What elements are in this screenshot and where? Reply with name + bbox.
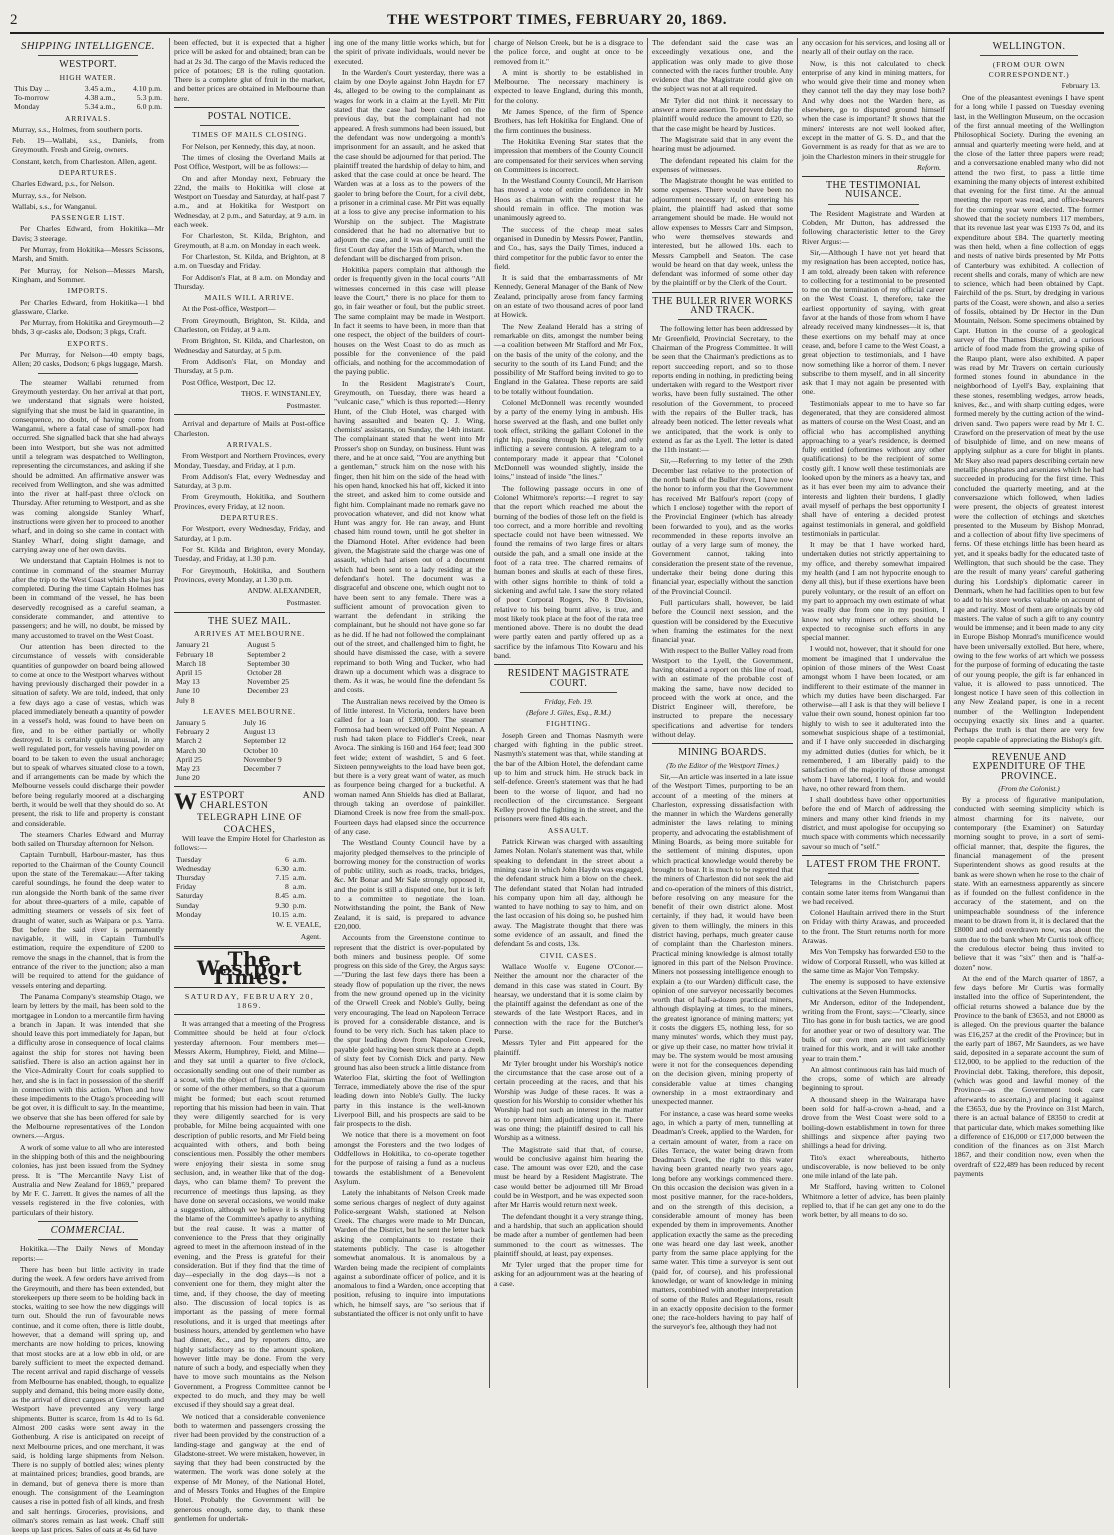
- signature: ANDW. ALEXANDER,: [247, 586, 321, 596]
- table-row: This Day ... 3.45 a.m., 4.10 p.m.: [14, 83, 162, 93]
- news-paragraph: Wallace Woolfe v. Eugene O'Conor.—Neither the amount nor the character of the demand in this case was stated in Court. By hearsay, we understand that it is some claim by the plaintiff against the defendant as one of the stewards of the late Westport Races, and in connection with the race for the Butcher's Purse.: [494, 961, 643, 1036]
- editorial-paragraph: Lately the inhabitants of Nelson Creek made some serious charges of neglect of duty against Police-sergeant Walsh, stationed at Nelson Creek. The charges were made to Mr Duncan, Warden of the District, but he sent the letter back asking the complainants to restate their statements publicly. The case is altogether somewhat anomalous. It is anomalous by a Warden being made the recipient of complaints against a subordinate officer of police, and it is anomalous to find a Warden, once accepting that position, refusing to inquire into imputations which, he himself says, are "so serious that if substantiated the officer is not only unfit to have: [334, 1188, 485, 1319]
- table-row: February 18 September 2: [176, 649, 286, 659]
- column-2: been effected, but it is expected that a higher price will be asked for and obtained; bran can be had at 2s 3d. The cargo of the Mavis reduced the price of potatoes; £8 is the ruling quotation. There is a complete glut of fruit in the market, and better prices are obtained in Melbourne than here. POSTAL NOTICE. TIMES OF MAILS CLOSING. For Nelson, per Kennedy, this day, at noon. The times of closing the Overland Mails at Post Office, Westport, will be as follows:— On and after Monday next, February the 22nd, the mails to Hokitika will close at Westport on Tuesday and Saturday, at half-past 7 a.m., and at Hokitika for Westport on Wednesday, at 2 p.m., and Saturday, at 9 a.m. in each week. For Charleston, St. Kilda, Brighton, and Greymouth, at 8 a.m. on Monday in each week. For Charleston, St. Kilda, and Brighton, at 8 a.m. on Tuesday and Friday. For Addison's Flat, at 8 a.m. on Monday and Thursday. MAILS WILL ARRIVE. At the Post-office, Westport— From Greymouth, Brighton, St. Kilda, and Charleston, on Friday, at 9 a.m. From Brighton, St. Kilda, and Charleston, on Wednesday and Saturday, at 5 p.m. From Addison's Flat, on Monday and Thursday, at 5 p.m. Post Office, Westport, Dec 12. THOS. F. WINSTANLEY, Postmaster. Arrival and departure of Mails at Post-office Charleston. ARRIVALS. From Westport and Northern Provinces, every Monday, Tuesday, and Friday, at 1 p.m. From Addison's Flat, every Wednesday and Saturday, at 3 p.m. From Greymouth, Hokitika, and Southern Provinces, every Friday, at 12 noon. DEPARTURES. For Westport, every Wednesday, Friday, and Saturday, at 1 p.m. For St. Kilda and Brighton, every Monday, Tuesday, and Friday, at 1.30 p.m. For Greymouth, Hokitika, and Southern Provinces, every Monday, at 1.30 p.m. ANDW. ALEXANDER, Postmaster. THE SUEZ MAIL. ARRIVES AT MELBOURNE. January 21 August 5 February 18 September 2 March 18 September 30 April 15 October 28 May 13 November 25 June 10 December 23 July 8 LEAVES MELBOURNE. January 5 July 16 February 2 August 13 March 2 September 12 March 30 October 10 April 25 November 9 May 23 December 7 June 20 WESTPORT AND CHARLESTON TELEGRAPH LINE OF COACHES, Will leave the Empire Hotel for Charleston as follows:— Tuesday 6 a.m. Wednesday 6.30 a.m. Thursday 7.15 a.m. Friday 8 a.m. Saturday 8.45 a.m. Sunday 9.30 p.m. Monday 10.15 a.m. W. E. VEALE, Agent. The Westport Times. SATURDAY, FEBRUARY 20, 1869. It was arranged that a meeting of the Progress Committee should be held at four o'clock yesterday afternoon. Four members met—Messrs Akerm, Humphrey, Field, and Milne—and they sat until a quarter to five o'clock, occasionally sending out one of their number as a scout, with the object of finding the Chairman or some of the other members, so that a quorum might be formed; but each scout returned reporting that his mission had been in vain. That they were diligently searched for is very probable, for Milne being acquainted with one description of public resorts, and Mr Field being acquainted with others, and both being conscientious men. Possibly the other members were enjoying their siesta in some snug seclusion, and, in weather like that of the dog-days, who can blame them? To prevent the recurrence of meetings thus lapsing, as they have done on several occasions, we would make a suggestion, although we believe it is shifting the blame of the Committee's apathy to anything but the real cause. It was a matter of convenience to the Press that they originally agreed to meet in the afternoon instead of in the evening, and the Press is grateful for their consideration. But if they find that the time of day—especially in the dog days—is not a convenient one for them, they might alter the time, and, if they choose, the day of meeting also. The discussion of local topics is as important as the passing of mere formal resolutions, and it is urged that meetings after business hours, attended by gentlemen who have had dinner, &c., and by reporters ditto, are highly satisfactory as to the amount spoken, however little may be done. From the very nature of such a body, and especially when they have to move such mountains as the Nelson Government, a Progress Committee cannot be expected to do much, and they may be well excused if they should say a great deal. We noticed that a considerable convenience both to watermen and passengers crossing the river had been provided by the construction of a landing-stage and gangway at the end of Gladstone-street. We were mistaken, however, in saying that they had been constructed by the watermen. The work was done solely at the expense of Mr Money, of the National Hotel, and of Messrs Tonks and Hughes of the Empire Hotel. Probably the Government will be generous enough, some day, to thank these gentlemen for undertak-: [174, 38, 325, 1523]
- table-row: March 18 September 30: [176, 658, 290, 668]
- news-paragraph: The following letter has been addressed by Mr Greenfield, Provincial Secretary, to the Chairman of the Progress Committee. It will be seen that the Chairman's predictions as to report succeeding report, and so to those reports ending in nothing, in predicting being undertaken with regard to the Westport river works, have been fully sustained. The other resolution of the Government, to proceed with the repairs of the Buller track, has already been noticed. The letter reveals what we anticipated, that the work is only to extend as far as the Lyell. The letter is dated the 11th instant:—: [652, 324, 793, 455]
- column-rule: [169, 38, 170, 1388]
- column-rule: [949, 38, 950, 1388]
- news-paragraph: The following passage occurs in one of Colonel Whitmore's reports:—I regret to say that the report which reached me about the burning of the bodies of those left on the field is too correct, and a more horrible and revolting spectacle could not have been witnessed. We found the remains of two large fires or altars outside the pah, and a small one inside at the foot of a rata tree. The charred remains of human bones and skulls at each of these fires, with other signs horrible to think of told a sickening and awful tale. I saw the story related of poor Corporal Rogers, No 8 Division, relative to his being burnt alive, is true, and most likely took place at the foot of the rata tree mentioned above. There is no doubt the dead were partly eaten and partly offered up as a sacrifice by the infamous Tito Kowaru and his band.: [494, 483, 643, 660]
- list-item: Charles Edward, p.s., for Nelson.: [12, 179, 115, 189]
- editorial-paragraph: The Australian news received by the Omeo is of little interest. In Victoria, tenders have been called for a loan of £300,000. The steamer Formosa had been wrecked off Point Nepean. A rush had taken place to Fiddler's Creek, near Avoca. The sinking is 160 and 164 feet; lead 300 feet wide; extent of washdirt, 5 and 6 feet. Sixteen pennyweights to the load have been got, but there is a very great want of water, as much as fourpence being charged for a bucketful. A woman named Ann Shields has died at Ballarat, through taking an overdose of painkiller. Diamond Creek is now free from the small-pox. Fourteen days had elapsed since the occurrence of any case.: [334, 696, 485, 836]
- news-paragraph: It is said that the embarrassments of Mr Kennedy, General Manager of the Bank of New Zealand, principally arose from fancy farming on an estate of two thousand acres of poor land at Howick.: [494, 273, 643, 320]
- news-paragraph: The Resident Magistrate and Warden at Cobden, Mr Dutton, has addressed the following characteristic letter to the Grey River Argus:—: [802, 208, 945, 246]
- list-item: The times of closing the Overland Mails at Post Office, Westport, will be as follows:—: [174, 152, 325, 172]
- news-paragraph: One of the pleasantest evenings I have spent for a long while I passed on Tuesday evening last, in the Wellington Museum, on the occasion of the first annual meeting of the Wellington Philosophical Society. During the evening an annual and quarterly meeting were held, and at the close of the latter three papers were read; and a conversazione enabled many who did not attend the two first, to pass a little time examining the many objects of interest exhibited that evening for the first time. At the annual meeting the report was read, and office-bearers for the coming year were elected. The former showed that the society numbers 117 members, that its revenue last year was £193 7s 0d, and its expenditure about £84. The quarterly meeting was then held, when a fine collection of eggs and nests of native birds presented by Mr Potts of Canterbury was exhibited. A collection of recent shells and corals, many of which are new to science, which had been obtained by Capt. Fairchild of the ps. Sturt, by dredging in various parts of the Coast, were shown, and also a series of fossils, obtained by Dr Hector in the Dun Mountain, Nelson. Some specimens obtained by Capt. Hutton in the course of a geological survey of the Thames District, and a curious article of food made from the growing spike of the Raupo plant, were also exhibited. A paper was read by Mr Travers on certain curiously formed stones found in abundance in the neighborhood of Lyell's Bay, explaining that these stones, resembling wedges, arrow heads, knives, &c., and with sharp cutting edges, were formed merely by the cutting action of the wind-driven sand. Two papers were read by Mr I. C. Crawford on the preservation of meat by the use of bisulphide of lime, and on new means of applying sulphur as a cure for blight in plants. Mr Skey also read papers describing certain new metallic phosphates and arseniates which he had succeeded in producing for the first time. This concluded the quarterly meeting, and at the conversazione which followed, when ladies were present, the objects of greatest interest were the collection of etchings and sketches presented to the Museum by Bishop Monrad, and a collection of about fifty live specimens of ferns. Of these etchings little has been heard as yet, and it speaks badly for the educated taste of Wellington, that such should be the case. They are the result of many years' careful gathering during his Lordship's diplomatic career in Denmark, when he had facilities open to but few to add to his store works valuable on account of age and rarity. Most of them are originals by old masters. The value of such a gift to any country would be immense; and it been made to any city in Europe Bishop Monrad's munificence would have been universally extolled. But here, where, owing to the few works of art which we possess for the purpose of forming of educating the taste of our young people, the gift is far enhanced in value, it is allowed to pass unnoticed. The longest notice I have seen of this collection in any New Zealand paper, is one in a recent number of the Wellington Independent occupying exactly six lines and a quarter. Perhaps the truth is that there are very few people capable of appreciating the Bishop's gift.: [954, 93, 1104, 744]
- news-paragraph: The defendant repeated his claim for the expenses of witnesses.: [652, 155, 793, 174]
- section-heading: WELLINGTON.: [992, 41, 1066, 52]
- port-heading: WESTPORT.: [59, 59, 117, 71]
- news-paragraph: Full particulars shall, however, be laid before the Council next session, and the question will be considered by the Executive when framing the estimates for the next financial year.: [652, 597, 793, 645]
- news-paragraph: A thousand sheep in the Wairarapa have been sold for half-a-crown a-head, and a drove from the West Coast were sold to a boiling-down establishment in town for three shillings and sixpence after paying two shillings a head for driving.: [802, 1094, 945, 1151]
- signature: Reform.: [917, 162, 941, 172]
- list-item: Per Charles Edward, from Hokitika—1 bhd glassware, Clarke.: [12, 297, 164, 316]
- news-paragraph: The steamers Charles Edward and Murray both sailed on Thursday afternoon for Nelson.: [12, 829, 164, 849]
- newspaper-title: The Westport Times.: [196, 946, 303, 990]
- column-rule: [489, 38, 490, 1388]
- news-paragraph: Colonel McDonnell was recently wounded by a party of the enemy lying in ambush. His horse swerved at the flash, and one bullet only took effect, striking the gallant Colonel in the right hip, passing through his gaiter, and only inflicting a severe contusion. A telegram to a contemporary made it appear that "Colonel McDonnell was wounded slightly, inside the loins," instead of inside "the lines.": [494, 397, 643, 482]
- news-paragraph: Testimonials appear to me to have so far degenerated, that they are considered almost as matters of course on the West Coast, and an official who has accomplished anything approaching to a year's residence, is deemed fully entitled (oftentimes without any other qualifications) to be the recipient of some costly gift. I know well these testimonials are looked upon by the miners as a heavy tax, and as it has ever been my aim to advance their interests and lighten their burdens, I gladly avail myself of perhaps the best opportunity I shall have of entering a decided protest against testimonials in general, and goldfield testimonials in particular.: [802, 398, 945, 538]
- table-row: Monday 10.15 a.m.: [176, 909, 307, 919]
- table-row: July 8: [176, 695, 195, 705]
- signature: THOS. F. WINSTANLEY,: [241, 388, 321, 398]
- news-paragraph: Mr Tyler did not think it necessary to answer a mere assertion. To prevent delay the plaintiff would reduce the amount to £20, so that the case might be heard by Justices.: [652, 95, 793, 133]
- column-rule: [329, 38, 330, 1388]
- news-paragraph: The Panama Company's steamship Otago, we learn by letters by the mail, has been sold to the mortgagee in London to a mercantile firm having a branch in Japan. It was intended that she should leave this port immediately for Japan, but a difficulty arose in consequence of local claims against the ship for stores not having been satisfied. There is also an action against her in the Vice-Admiralty Court for coals supplied to her, and she is in fact in possession of the sheriff in connection with this action. When and how these impediments to the Otago's proceeding will be got over, it is difficult to say. In the meantime, we observe that she has been offered for sale by the Melbourne representatives of the London owners.—Argus.: [12, 991, 164, 1141]
- list-item: Wallabi, s.s., for Wanganui.: [12, 201, 97, 211]
- news-paragraph: By a process of figurative manipulation, conducted with seeming simplicity which is almost charming for its naivete, our contemporary (the Examiner) on Saturday morning sought to prove, in a sort of semi-official manner, that, despite the figures, the financial management of the present Superintendent shows as good results at the bank as were shown when he rose to the chair of state. With an earnestness apparently as sincere as if founded on the fullest confidence in the accuracy of the statement, and on the unimpeachable soundness of the inference meant to be drawn from it, it is declared that the £8000 and odd overdrawn now, was about the sum due to the bank when Mr Curtis took office; the credulous elector being thus invited to believe that it was "six" then and is "half-a-dozen" now.: [954, 795, 1104, 972]
- editorial-paragraph: We notice that there is a movement on foot amongst the Foresters and the two lodges of Oddfellows in Hokitika, to co-operate together for the purpose of raising a fund as a nucleus towards the establishment of a Benevolent Asylum.: [334, 1130, 485, 1186]
- list-item: Per Murray, from Hokitika—Messrs Scissons, Marsh, and Smith.: [12, 245, 164, 264]
- page-number: 2: [10, 11, 18, 28]
- column-4: charge of Nelson Creek, but he is a disgrace to the police force, and ought at once to be removed from it." A mint is shortly to be established in Melbourne. The necessary machinery is expected to leave England, during this month, for the colony. Mr James Spence, of the firm of Spence Brothers, has left Hokitika for England. One of the firm continues the business. The Hokitika Evening Star states that the impression that members of the County Council are compensated for their services when serving on Committees is incorrect. In the Westland County Council, Mr Harrison has moved a vote of entire confidence in Mr Hoos as chairman with the request that he should remain in office. The motion was unanimously agreed to. The success of the cheap meat sales organised in Dunedin by Messrs Power, Pantlin, and Co., has, says the Daily Times, induced a third competitor for the public favor to enter the field. It is said that the embarrassments of Mr Kennedy, General Manager of the Bank of New Zealand, principally arose from fancy farming on an estate of two thousand acres of poor land at Howick. The New Zealand Herald has a string of remarkable on dits, amongst the number being —a coalition between Mr Stafford and Mr Fox, on the basis of the unity of the colony, and the security to the south of its Land Fund; and the possibility of Mr Stafford being invited to go to England in the Galatea. These reports are said to be totally without foundation. Colonel McDonnell was recently wounded by a party of the enemy lying in ambush. His horse swerved at the flash, and one bullet only took effect, striking the gallant Colonel in the right hip, passing through his gaiter, and only inflicting a severe contusion. A telegram to a contemporary made it appear that "Colonel McDonnell was wounded slightly, inside the loins," instead of inside "the lines." The following passage occurs in one of Colonel Whitmore's reports:—I regret to say that the report which reached me about the burning of the bodies of those left on the field is too correct, and a more horrible and revolting spectacle could not have been witnessed. We found the remains of two large fires or altars outside the pah, and a small one inside at the foot of a rata tree. The charred remains of human bones and skulls at each of these fires, with other signs horrible to think of told a sickening and awful tale. I saw the story related of poor Corporal Rogers, No 8 Division, relative to his being burnt alive, is true, and most likely took place at the foot of the rata tree mentioned above. There is no doubt the dead were partly eaten and partly offered up as a sacrifice by the infamous Tito Kowaru and his band. RESIDENT MAGISTRATE COURT. Friday, Feb. 19. (Before J. Giles, Esq., R.M.) FIGHTING. Joseph Green and Thomas Nasmyth were charged with fighting in the public street. Nasmyth's statement was that, while standing at the bar of the Albion Hotel, the defendant came up to him and struck him. He struck back in self-defence. Green's statement was that he had been to the worse of liquor, and had no recollection of the circumstance. Sergeant Kelley proved the fighting in the street, and the prisoners were fined 40s each. ASSAULT. Patrick Kirwan was charged with assaulting James Nolan. Nolan's statement was that, while speaking to defendant in the street about a mining case in which John Haydn was engaged, the defendant struck him a blow on the cheek. The defendant stated that Nolan had intruded his company upon him all day, although he wanted to have nothing to say to him, and on the last occasion of his doing so, he pushed him away. The Magistrate thought that there was some evidence of an assault, and fined the defendant 5s and costs, 13s. CIVIL CASES. Wallace Woolfe v. Eugene O'Conor.—Neither the amount nor the character of the demand in this case was stated in Court. By hearsay, we understand that it is some claim by the plaintiff against the defendant as one of the stewards of the late Westport Races, and in connection with the race for the Butcher's Purse. Messrs Tyler and Pitt appeared for the plaintiff. Mr Tyler brought under his Worship's notice the circumstance that the case arose out of a certain proceeding at the races, and that his Worship was Judge of these races. It was a question for his Worship to consider whether his Worship had not such an interest in the matter as to prevent him adjudicating upon it. There was one thing; the plaintiff desired to call his Worship as a witness. The Magistrate said that that, of course, would be conclusive against him hearing the case. The amount was over £20, and the case must be heard by a Resident Magistrate. The case would better be adjourned till Mr Broad could be in Westport, and he was expected soon after Mr Harris would return next week. The defendant thought it a very strange thing, and a hardship, that such an application should be made after a number of gentlemen had been summoned to the court as witnesses. The plaintiff should, at least, pay expenses. Mr Tyler urged that the proper time for asking for an adjournment was at the hearing of a case.: [494, 38, 643, 1288]
- list-item: From Addison's Flat, every Wednesday and Saturday, at 3 p.m.: [174, 471, 325, 491]
- news-paragraph: Mr Tyler urged that the proper time for asking for an adjournment was at the hearing of a case.: [494, 1260, 643, 1288]
- list-item: Post Office, Westport, Dec 12.: [182, 377, 276, 387]
- table-row: January 5 July 16: [176, 718, 266, 728]
- news-paragraph: The Magistrate said that in any event the hearing must be adjourned.: [652, 134, 793, 154]
- column-6: [802, 38, 945, 1390]
- news-paragraph: Hokitika.—The Daily News of Monday reports:—: [12, 1244, 164, 1263]
- news-paragraph: Sir,—An article was inserted in a late issue of the Westport Times, purporting to be an account of a meeting of the miners at Charleston, expressing dissatisfaction with the manner in which the Wardens generally administer the laws relating to mining property, and advocating the establishment of Mining Boards, as being more suitable for the settlement of mining disputes, upon which practical knowledge would thereby be brought to bear. It is much to be regretted that the miners of Charleston did not seek the aid and co-operation of the miners of this district, before resolving on any measure for the benefit of their own district alone. Most certainly, if they had, it would have been given to them willingly, the miners in this district having, perhaps, much greater cause of complaint than the Charleston miners. Practical mining knowledge is almost totally ignored in this part of the Nelson Province. Miners not possessing intelligence enough to explain a (to our Warden) difficult case, the opinion of one surveyor necessarily becomes worth that of half-a-dozen practical miners, although displaying at times, to the miners, the greatest ignorance of mining matters; yet it costs the diggers £5, nothing less, for so many minutes' words, which they must pay, or give up their case, no matter how trivial it may be. The system would be most amusing were it not for the consequences depending on the decision given, mining property of considerable value at times changing ownership in a most extraordinary and unexpected manner.: [652, 771, 793, 1107]
- table-row: Tuesday 6 a.m.: [176, 854, 307, 864]
- list-item: For Charleston, St. Kilda, and Brighton, at 8 a.m. on Tuesday and Friday.: [174, 251, 325, 271]
- editorial-paragraph: ing one of the many little works which, but for the spirit of private individuals, would never be executed.: [334, 38, 485, 66]
- section-heading: THE SUEZ MAIL.: [207, 615, 292, 627]
- table-row: June 10 December 23: [176, 686, 289, 696]
- list-item: On and after Monday next, February the 22nd, the mails to Hokitika will close at Westport on Tuesday and Saturday, at half-past 7 a.m., and at Hokitika for Westport on Wednesday, at 2 p.m., and Saturday, at 9 a.m. in each week.: [174, 173, 325, 230]
- news-paragraph: Messrs Tyler and Pitt appeared for the plaintiff.: [494, 1038, 643, 1057]
- list-item: For Addison's Flat, at 8 a.m. on Monday and Thursday.: [174, 272, 325, 291]
- list-item: Arrival and departure of Mails at Post-office Charleston.: [174, 419, 325, 438]
- table-row: To-morrow 4.38 a.m., 5.3 p.m.: [14, 93, 162, 103]
- news-paragraph: charge of Nelson Creek, but he is a disgrace to the police force, and ought at once to be removed from it.": [494, 38, 643, 66]
- table-row: Monday 5.34 a.m., 6.0 p.m.: [14, 102, 162, 112]
- list-item: Per Murray, from Hokitika and Greymouth—2 bhds, 3 qr-casks ale, Dodson; 3 pkgs, Craft.: [12, 318, 164, 337]
- table-row: April 15 October 28: [176, 667, 282, 677]
- editorial-paragraph: Accounts from the Greenstone continue to represent that the district is over-populated by both miners and business people. Of some progress on this side of the Grey, the Argus says:—"During the last few days there has been a steady flow of population up the river, the news from the new ground opened up in the vicinity of the Orwell Creek and Noble's Gully, being very encouraging. The lead on Napoleon Terrace is proved for a considerable distance, and is found to be very rich. Such has taken place to the spur leading down from Napoleon Creek, payable gold having been struck there at a depth of sixty feet by Cornish Dick and party. New ground has also been struck a little distance from Waterloo Flat, skirting the foot of Wellington Terrace, immediately above the rise of the spur leading down into Noble's Gully. The lucky party in this instance is the well-known Liverpool Bill, and his prospects are said to be fair prospects to the dish.: [334, 933, 485, 1129]
- news-paragraph: Mr James Spence, of the firm of Spence Brothers, has left Hokitika for England. One of the firm continues the business.: [494, 107, 643, 135]
- news-paragraph: Our attention has been directed to the circumstance of vessels with considerable quantities of gunpowder on board being allowed to come at once to the Westport wharves without having previously discharged their powder in a situation of safety. We are told, indeed, that only a few days ago a case of vestas, which was placed immediately beneath a quantity of powder in a vessel's hold, was found to have been on fire, and to be either partially or wholly destroyed. It is certainly quite unusual, in any well regulated port, for vessels having powder on board to be taken to even the usual anchorage; but to speak of wharves situated close to a town, and if arrangements can be made by which the Melbourne vessels could discharge their powder before being regularly moored at a discharging berth, it would be well that they should do so. At present, the risk to life and property is constant and considerable.: [12, 641, 165, 828]
- section-heading: LATEST FROM THE FRONT.: [806, 858, 941, 870]
- list-item: From Addison's Flat, on Monday and Thursday, at 5 p.m.: [174, 356, 325, 376]
- news-paragraph: I shall doubtless have other opportunities before the end of March of addressing the miners and many other kind friends in my district, and must apologise for occupying so much space with comments which necessarily savour so much of "self.": [802, 795, 945, 851]
- news-paragraph: The Magistrate thought he was entitled to some expenses. There would have been no adjournment necessary if, on entering his plaint, the plaintiff had asked that some arrangement should be made. He would not allow expenses to Messrs Carr and Simpson, who were themselves stewards and interested, but he allowed 10s. each to Messrs Campbell and Seaton. The case would be heard on that day week, unless the defendant was informed of some other day by the plaintiff or by the Clerk of the Court.: [652, 176, 793, 288]
- list-item: Murray, s.s., Holmes, from southern ports.: [12, 124, 143, 134]
- table-row: Sunday 9.30 p.m.: [176, 900, 307, 910]
- news-paragraph: At the end of the March quarter of 1867, a few days before Mr Curtis was formally installed into the office of Superintendent, the official returns showed a balance due by the Province to the bank of £3653, and not £8000 as is alleged. On the previous quarter the balance was £16,257 at the credit of the Province; but in the early part of 1867, Mr Saunders, as we have said, deposited in a separate account the sum of £12,000, to be applied to the reduction of the Provincial debt. Taking, therefore, this deposit, (which was good and lawful money of the Province—as the Government took care afterwards to ascertain,) and placing it against the £3653, due by the Province on 31st March, there is an actual balance of £8350 to credit at that particular date, which makes something like a difference of £16,000 or £17,000 between the condition of the finances as on 31st March 1867, and their condition now, even when the overdraft of £22,489 has been reduced by recent payments: [954, 973, 1104, 1179]
- news-paragraph: Sir,—Referring to my letter of the 29th December last relative to the protection of the north bank of the Buller river, I have now the honor to inform you that the Government has received Mr Balfour's report (copy of which I enclose) together with the report of the Provincial Engineer (which has already been forwarded to you), and as the works recommended in these reports involve an outlay of a very large sum of money, the Government cannot, taking into consideration the present state of the revenue, undertake their being done during this financial year, especially without the sanction of the Provincial Council.: [652, 456, 793, 596]
- list-item: Per Charles Edward, from Hokitika—Mr Davis; 3 steerage.: [12, 224, 164, 243]
- news-paragraph: Mr Stafford, having written to Colonel Whitmore a letter of advice, has been plainly replied to, that if he can get any one to do the work better, by all means to do so.: [802, 1182, 945, 1220]
- list-item: For Westport, every Wednesday, Friday, and Saturday, at 1 p.m.: [174, 524, 325, 543]
- section-heading: THE BULLER RIVER WORKS AND TRACK.: [652, 295, 793, 317]
- news-paragraph: The Hokitika Evening Star states that the impression that members of the County Council are compensated for their services when serving on Committees is incorrect.: [494, 136, 643, 174]
- news-paragraph: Sir,—Although I have not yet heard that my resignation has been accepted, notice has, I am told, already been taken with reference to collecting for a testimonial to be presented to me on the termination of my official career on the West Coast. I, therefore, take the earliest opportunity of saying, with great favor at the hands of those from whom I have already received many kindnesses—it is, that these exertions on my behalf may at once cease, and, before I came to the West Coast, a great objection to testimonials, and I have now something like a horror of them. I never subscribe to them myself, and in all sincerity ask that I may not again be presented with one.: [802, 247, 945, 397]
- table-row: April 25 November 9: [176, 754, 282, 764]
- news-paragraph: The defendant thought it a very strange thing, and a hardship, that such an application should be made after a number of gentlemen had been summoned to the court as witnesses. The plaintiff should, at least, pay expenses.: [494, 1211, 643, 1258]
- news-paragraph: There has been but little activity in trade during the week. A few orders have arrived from the Greymouth, and there has been extended, but storekeepers up there seem to be holding back in stocks, waiting to see how the new diggings will turn out. Should the run of favourable news continue, and it come often, there is little doubt, however, that a demand will spring up, and merchants are now holding to prices, knowing that most stocks are at a low ebb in old, or are barely sufficient to meet the expected demand. The recent arrival and rapid discharge of vessels from Melbourne has enabled, though, to equalize supply and demand, this being more easily done, as the arrival of direct cargoes at Greymouth and Westport have prevented any very large shipments. Butter is scarce, from 1s 4d to 1s 6d. Almost 200 casks were sent away in the Gothenburg. A rise is anticipated on receipt of next Melbourne prices, and one merchant, it was said, is holding large shipments from Nelson. There is no supply of bottled ales; wines plenty at maintained prices; brandies, good brands, are in demand, but of geneva there is more than enough. The consignment of the Leamington causes a rise in potted fish of all kinds, and fresh and salt herrings. Groceries, provisions, and oilman's stores remain as last week. Chaff still keeps up last prices. Sales of oats at 4s 6d have: [12, 1264, 164, 1535]
- news-paragraph: It may be that I have worked hard, undertaken duties not strictly appertaining to my office, and thereby somewhat impaired my health (and I am not hypocrite enough to deny all this), but if these exertions have been purely voluntary, or the result of an effort on my part to approach my own estimate of what was really due from one in my position, I know not why miners or others should be expected to recognise such efforts in any special manner.: [802, 540, 945, 643]
- table-row: Wednesday 6.30 a.m.: [176, 863, 307, 873]
- editorial-paragraph: We noticed that a considerable convenience both to watermen and passengers crossing the river had been provided by the construction of a landing-stage and gangway at the end of Gladstone-street. We were mistaken, however, in saying that they had been constructed by the watermen. The work was done solely at the expense of Mr Money, of the National Hotel, and of Messrs Tonks and Hughes of the Empire Hotel. Probably the Government will be generous enough, some day, to thank these gentlemen for undertak-: [174, 1411, 325, 1523]
- list-item: For Charleston, St. Kilda, Brighton, and Greymouth, at 8 a.m. on Monday in each week.: [174, 231, 325, 250]
- signature: W. E. VEALE,: [276, 920, 321, 930]
- coach-advertisement: WESTPORT AND CHARLESTON TELEGRAPH LINE OF COACHES, Will leave the Empire Hotel for Charleston as follows:— Tuesday 6 a.m. Wednesday 6.30 a.m. Thursday 7.15 a.m. Friday 8 a.m. Saturday 8.45 a.m. Sunday 9.30 p.m. Monday 10.15 a.m. W. E. VEALE, Agent.: [174, 789, 325, 942]
- list-item: From Greymouth, Brighton, St. Kilda, and Charleston, on Friday, at 9 a.m.: [174, 315, 325, 335]
- list-item: For Greymouth, Hokitika, and Southern Provinces, every Monday, at 1.30 p.m.: [174, 565, 325, 584]
- news-paragraph: Telegrams in the Christchurch papers contain some later items from Wanganui than we had received.: [802, 878, 945, 906]
- news-paragraph: Tito's exact whereabouts, hitherto undiscoverable, is now believed to be only one mile inland of the late pah.: [802, 1152, 945, 1181]
- column-3: [334, 38, 485, 1390]
- list-item: From Greymouth, Hokitika, and Southern Provinces, every Friday, at 12 noon.: [174, 492, 325, 511]
- masthead: [10, 8, 1104, 34]
- editorial-paragraph: In the Resident Magistrate's Court, Greymouth, on Tuesday, there was heard a "vulcanic case," which is thus reported:—Henry Hunt, of the Club Hotel, was charged with having assaulted and beaten Q. J. Wing, chemists' assistants, on Sunday, the 14th instant. The complainant stated that he went into Mr Prosser's shop on Sunday, on business. Hunt was there, and he at once said, "You are anything but a gentleman," struck him on the nose with his finger, then hit him on the side of the head with his open hand, knocked his hat off, kicked it into the street, and asked him to come outside and fight him. Complainant made no remark gave no provocation whatever, and did not know what Hunt was angry for. He ran away, and Hunt chased him round town, until he got shelter in the Diamond Hotel. After evidence had been given, the Magistrate said the charge was one of assault, which had arisen out of a document which had been sent to a lady residing at the defendant's hotel. The document was a disgraceful and obscene one, which ought not to have been sent to any female. There was a sufficient amount of provocation given to warrant the defendant in striking the complainant, but he should not have gone so far as he did. If he had not followed the complainant out of the street, and challenged him to fight, he should have dismissed the case, with a severe reprimand to both Wing and Tucker, who had drawn up a document which was a disgrace to them. As it was, he would fine the defendant 5s and costs.: [334, 378, 485, 695]
- news-paragraph: An almost continuous rain has laid much of the crops, some of which are already beginning to sprout.: [802, 1064, 945, 1093]
- table-row: Saturday 8.45 a.m.: [176, 891, 307, 901]
- section-heading: MINING BOARDS.: [678, 747, 767, 759]
- tide-table: [12, 84, 164, 112]
- list-item: At the Post-office, Westport—: [182, 304, 276, 314]
- news-paragraph: Mrs Von Tempsky has forwarded £50 to the widow of Corporal Russell, who was killed at the same time as Major Von Tempsky.: [802, 947, 945, 975]
- news-paragraph: Patrick Kirwan was charged with assaulting James Nolan. Nolan's statement was that, while speaking to defendant in the street about a mining case in which John Haydn was engaged, the defendant struck him a blow on the cheek. The defendant stated that Nolan had intruded his company upon him all day, although he wanted to have nothing to say to him, and on the last occasion of his doing so, he pushed him away. The Magistrate thought that there was some evidence of an assault, and fined the defendant 5s and costs, 13s.: [494, 837, 643, 949]
- news-paragraph: A mint is shortly to be established in Melbourne. The necessary machinery is expected to leave England, during this month, for the colony.: [494, 67, 643, 105]
- list-item: From Westport and Northern Provinces, every Monday, Tuesday, and Friday, at 1 p.m.: [174, 451, 325, 470]
- editorial-paragraph: In the Warden's Court yesterday, there was a claim by one Doyle against John Haydn for £7 4s, alleged to be owing to the complainant as wages for work in a claim at the Lyell. Mr Pitt stated that the case had been called on the previous day, but the complainant had not appeared. A fresh summons had been issued, but the defendant was now undergoing a month's imprisonment for an assault, and he asked that the case should be adjourned for that period. The plaintiff treated the hardship of delay to him, and asked that the case could at once be heard. The Warden was at a loss as to the powers of the gaoler to bring before the Court, for a civil debt, a prisoner in a criminal case. Mr Pitt was equally at a loss to give any precise information to his Worship on the subject. The Magistrate considered that he had no alternative but to adjourn the case, and it was adjourned until the first Court day after the 15th of March, when the defendant will be discharged from prison.: [334, 67, 485, 263]
- news-paragraph: The steamer Wallabi returned from Greymouth yesterday. On her arrival at that port, we understand that signals were hoisted, signifying that she must be laid in quarantine, in consequence, no doubt, of having come from Wanganui, where a fatal case of small-pox had occurred. She signalled back that she had always been into Westport, but she was not admitted until a telegram was despatched to Wellington, representing the circumstances, and asking if she should be admitted. An affirmative answer was received from Wellington, and she was admitted into the river at half-past three o'clock on Thursday. After returning to Westport, and as she was coming alongside Stanley Wharf, instructions were given her to proceed to another wharf, and in doing so she came in contact with Stanley Wharf, doing slight damage, and carrying away one of her own davits.: [12, 377, 164, 554]
- news-paragraph: I would not, however, that it should for one moment be imagined that I undervalue the opinion of those miners of the West Coast amongst whom I have been located, or am indifferent to their estimate of the manner in which my duties have been discharged. Far otherwise—all I ask is that they will believe I value their own sound, honest opinion far too highly to wish to see it adulterated into the somewhat suspicious shape of a testimonial, and if I have only succeeded in discharging my admitted duties (duties for which, be it remembered, I am liberally paid) to the satisfaction of the majority of those amongst whom I have labored, I look for, and would have, no other reward from them.: [802, 644, 945, 793]
- news-paragraph: The defendant said the case was an exceedingly vexatious one, and the application was only made to give those connected with the races further trouble. Any evidence that the Magistrate could give on the subject was not at all required.: [652, 38, 793, 94]
- section-heading: POSTAL NOTICE.: [207, 111, 292, 123]
- column-rule: [647, 38, 648, 1388]
- section-heading: REVENUE AND EXPENDITURE OF THE PROVINCE.: [972, 751, 1086, 782]
- drop-cap: W: [174, 789, 197, 815]
- news-paragraph: The success of the cheap meat sales organised in Dunedin by Messrs Power, Pantlin, and Co., has, says the Daily Times, induced a third competitor for the public favor to enter the field.: [494, 224, 643, 271]
- news-paragraph: With respect to the Buller Valley road from Westport to the Lyell, the Government, having obtained a report on this line of road, with an estimate of the probable cost of making the same, have now decided to proceed with the work at once, and the District Engineer will, therefore, be instructed to prepare the necessary specifications and advertise for tenders without delay.: [652, 646, 793, 740]
- editorial-paragraph: Hokitika papers complain that although the order is frequently given in the local courts "All witnesses concerned in this case will please leave the Court," there is no place for them to go, in fair weather or foul, but the public street. The same complaint may be made in Westport. In fact it seems to have been, in more than that one respect, the object of the builders of court-houses on the West Coast to do as much as possible for the convenience of the paid officials, and nothing for the accommodation of the paying public.: [334, 265, 485, 377]
- section-heading: COMMERCIAL.: [50, 1225, 126, 1237]
- table-row: May 13 November 25: [176, 677, 290, 687]
- news-paragraph: For instance, a case was heard some weeks ago, in which a party of men, tunnelling at Deadman's Creek, applied to the Warden, for a certain amount of water, from a race on Giles Terrace, the water being drawn from Deadman's Creek, the right to this water having been granted nearly two years ago, long before any workings commenced there. On this occasion the decision was given in a most positive manner, for the race-holders, and on the strength of this decision, a considerable amount of money has been expended by them in improvements. Another application exactly the same as the preceding one was heard one day last week, another party from the same place applying for the same water. This time a surveyor is sent out (paid for, of course), and his professional knowledge, or want of knowledge in mining matters, combined with another interpretation of some of the Rules and Regulations, result in an exactly opposite decision to the former one; the race-holders having to pay half of the surveyor's fee, although they had not: [652, 1108, 793, 1332]
- list-item: Murray, s.s., for Nelson.: [12, 190, 87, 200]
- news-paragraph: We understand that Captain Holmes is not to continue in command of the steamer Murray after the trip to the West Coast which she has just completed. During the time Captain Holmes has been in command of the vessel, he has been deservedly recognised as a careful seaman, a considerate commander, and attentive to passengers; and he will, no doubt, be missed by many accustomed to travel on the West Coast.: [12, 556, 164, 640]
- news-paragraph: been effected, but it is expected that a higher price will be asked for and obtained; bran can be had at 2s 3d. The cargo of the Mavis reduced the price of potatoes; £8 is the ruling quotation. There is a complete glut of fruit in the market, and better prices are obtained in Melbourne than here.: [174, 38, 325, 103]
- table-row: June 20: [176, 773, 200, 783]
- news-paragraph: Now, is this not calculated to check enterprise of any kind in mining matters, for who would give their time and money when they cannot tell the day they may lose both? And why does not the Warden here, as elsewhere, go to disputed ground himself when the case is important? It shows that the miners' interests are not well looked after, except in the matter of G. S. D., and that the Government is as ready for that as we are to join the Charleston miners in their struggle for: [802, 58, 945, 161]
- news-paragraph: any occasion for his services, and losing all or nearly all of their outlay on the race.: [802, 38, 945, 57]
- suez-arrivals-table: [174, 640, 325, 704]
- editorial-paragraph: It was arranged that a meeting of the Progress Committee should be held at four o'clock yesterday afternoon. Four members met—Messrs Akerm, Humphrey, Field, and Milne—and they sat until a quarter to five o'clock, occasionally sending out one of their number as a scout, with the object of finding the Chairman or some of the other members, so that a quorum might be formed; but each scout returned reporting that his mission had been in vain. That they were diligently searched for is very probable, for Milne being acquainted with one description of public resorts, and Mr Field being acquainted with others, and both being conscientious men. Possibly the other members were enjoying their siesta in some snug seclusion, and, in weather like that of the dog-days, who can blame them? To prevent the recurrence of meetings thus lapsing, as they have done on several occasions, we would make a suggestion, although we believe it is shifting the blame of the Committee's apathy to anything but the real cause. It was a matter of convenience to the Press that they originally agreed to meet in the afternoon instead of in the evening, and the Press is grateful for their consideration. But if they find that the time of day—especially in the dog days—is not a convenient one for them, they might alter the time, and, if they choose, the day of meeting also. The discussion of local topics is as important as the passing of mere formal resolutions, and it is urged that meetings after business hours, attended by gentlemen who have had dinner, &c., and by reporters ditto, are highly satisfactory as to the amount spoken, however little may be done. From the very nature of such a body, and especially when they have to move such mountains as the Nelson Government, a Progress Committee cannot be expected to do much, and they may be well excused if they should say a great deal.: [174, 1019, 325, 1410]
- column-5: The defendant said the case was an exceedingly vexatious one, and the application was only made to give those connected with the races further trouble. Any evidence that the Magistrate could give on the subject was not at all required. Mr Tyler did not think it necessary to answer a mere assertion. To prevent delay the plaintiff would reduce the amount to £20, so that the case might be heard by Justices. The Magistrate said that in any event the hearing must be adjourned. The defendant repeated his claim for the expenses of witnesses. The Magistrate thought he was entitled to some expenses. There would have been no adjournment necessary if, on entering his plaint, the plaintiff had asked that some arrangement should be made. He would not allow expenses to Messrs Carr and Simpson, who were themselves stewards and interested, but he allowed 10s. each to Messrs Campbell and Seaton. The case would be heard on that day week, unless the defendant was informed of some other day by the plaintiff or by the Clerk of the Court. THE BULLER RIVER WORKS AND TRACK. The following letter has been addressed by Mr Greenfield, Provincial Secretary, to the Chairman of the Progress Committee. It will be seen that the Chairman's predictions as to report succeeding report, and so to those reports ending in nothing, in predicting being undertaken with regard to the Westport river works, have been fully sustained. The other resolution of the Government, to proceed with the repairs of the Buller track, has already been noticed. The letter reveals what we anticipated, that the work is only to extend as far as the Lyell. The letter is dated the 11th instant:— Sir,—Referring to my letter of the 29th December last relative to the protection of the north bank of the Buller river, I have now the honor to inform you that the Government has received Mr Balfour's report (copy of which I enclose) together with the report of the Provincial Engineer (which has already been forwarded to you), and as the works recommended in these reports involve an outlay of a very large sum of money, the Government cannot, taking into consideration the present state of the revenue, undertake their being done during this financial year, especially without the sanction of the Provincial Council. Full particulars shall, however, be laid before the Council next session, and the question will be considered by the Executive when framing the estimates for the next financial year. With respect to the Buller Valley road from Westport to the Lyell, the Government, having obtained a report on this line of road, with an estimate of the probable cost of making the same, have now decided to proceed with the work at once, and the District Engineer will, therefore, be instructed to prepare the necessary specifications and advertise for tenders without delay. MINING BOARDS. (To the Editor of the Westport Times.) Sir,—An article was inserted in a late issue of the Westport Times, purporting to be an account of a meeting of the miners at Charleston, expressing dissatisfaction with the manner in which the Wardens generally administer the laws relating to mining property, and advocating the establishment of Mining Boards, as being more suitable for the settlement of mining disputes, upon which practical knowledge would thereby be brought to bear. It is much to be regretted that the miners of Charleston did not seek the aid and co-operation of the miners of this district, before resolving on any measure for the benefit of their own district alone. Most certainly, if they had, it would have been given to them willingly, the miners in this district having, perhaps, much greater cause of complaint than the Charleston miners. Practical mining knowledge is almost totally ignored in this part of the Nelson Province. Miners not possessing intelligence enough to explain a (to our Warden) difficult case, the opinion of one surveyor necessarily becomes worth that of half-a-dozen practical miners, although displaying at times, to the miners, the greatest ignorance of mining matters; yet it costs the diggers £5, nothing less, for so many minutes' words, which they must pay, or give up their case, no matter how trivial it may be. The system would be most amusing were it not for the consequences depending on the decision given, mining property of considerable value at times changing ownership in a most extraordinary and unexpected manner. For instance, a case was heard some weeks ago, in which a party of men, tunnelling at Deadman's Creek, applied to the Warden, for a certain amount of water, from a race on Giles Terrace, the water being drawn from Deadman's Creek, the right to this water having been granted nearly two years ago, long before any workings commenced there. On this occasion the decision was given in a most positive manner, for the race-holders, and on the strength of this decision, a considerable amount of money has been expended by them in improvements. Another application exactly the same as the preceding one was heard one day last week, another party from the same place applying for the same water. This time a surveyor is sent out (paid for, of course), and his professional knowledge, or want of knowledge in mining matters, combined with another interpretation of some of the Rules and Regulations, result in an exactly opposite decision to the former one; the race-holders having to pay half of the surveyor's fee, although they had not: [652, 38, 793, 1332]
- news-paragraph: Colonel Haultain arrived there in the Sturt on Friday with thirty Arawas, and proceeded to the front. The Sturt returns north for more Arawas.: [802, 908, 945, 946]
- news-paragraph: Mr Anderson, editor of the Independent, writing from the Front, says:—"Clearly, since Tito has gone in for bush tactics, we are good for another year or two of desultory war. The bulk of our own men are not sufficiently trained for this work, and it will take another year to train them.": [802, 997, 945, 1063]
- table-row: January 21 August 5: [176, 640, 276, 650]
- news-paragraph: Captain Turnbull, Harbour-master, has thus reported to the Chairman of the County Council upon the state of the Teremakau:—After taking careful soundings, he found the deep water to run alongside the North bank of the same river for about three-quarters of a mile, capable of admitting steamers or vessels of six feet of draught of water, such as Waipara or p.s. Yarra. But before the said river is permanently navigable, it will, in Captain Turnbull's estimation, require the expenditure of £200 to remove the snags in the channel, that is from the entrance of the river to the junction; also a man will be required to attend for the guidance of vessels entering and departing.: [12, 850, 164, 990]
- issue-date: SATURDAY, FEBRUARY 20, 1869.: [184, 991, 315, 1010]
- editorial-paragraph: The Westland County Council have by a majority pledged themselves to the principle of borrowing money for the construction of works of public utility, such as roads, tracks, bridges, &c. Mr Bonar and Mr Sale strongly opposed it, and the point is still a disputed one, but it is left to a committee to negotiate the loan. Notwithstanding the point, the Bank of New Zealand, it is said, is prepared to advance £20,000.: [334, 838, 485, 931]
- news-paragraph: A work of some value to all who are interested in the shipping both of this and the neighbouring colonies, has just been issued from the Sydney press. It is "The Mercantile Navy List of Australia and New Zealand for 1869," prepared by Mr F. C. Jarrett. It gives the names of all the vessels registered in the five colonies, with particulars of their history.: [12, 1142, 164, 1217]
- news-paragraph: In the Westland County Council, Mr Harrison has moved a vote of entire confidence in Mr Hoos as chairman with the request that he should remain in office. The motion was unanimously agreed to.: [494, 176, 643, 223]
- news-paragraph: The enemy is supposed to have extensive cultivations at the Seven Hummocks.: [802, 977, 945, 996]
- list-item: Per Murray, for Nelson—40 empty bags, Allen; 20 casks, Dodson; 6 pkgs luggage, Marsh.: [12, 350, 164, 369]
- table-row: Thursday 7.15 a.m.: [176, 873, 307, 883]
- list-item: From Brighton, St. Kilda, and Charleston, on Wednesday and Saturday, at 5 p.m.: [174, 336, 325, 355]
- news-paragraph: Mr Tyler brought under his Worship's notice the circumstance that the case arose out of a certain proceeding at the races, and that his Worship was Judge of these races. It was a question for his Worship to consider whether his Worship had not such an interest in the matter as to prevent him adjudicating upon it. There was one thing; the plaintiff desired to call his Worship as a witness.: [494, 1058, 643, 1143]
- section-heading: SHIPPING INTELLIGENCE.: [21, 41, 155, 52]
- column-rule: [797, 38, 798, 1388]
- list-item: Feb. 19—Wallabi, s.s., Daniels, from Greymouth. Fresh and Greig, owners.: [12, 136, 164, 155]
- news-paragraph: The Magistrate said that that, of course, would be conclusive against him hearing the case. The amount was over £20, and the case must be heard by a Resident Magistrate. The case would better be adjourned till Mr Broad could be in Westport, and he was expected soon after Mr Harris would return next week.: [494, 1144, 643, 1210]
- news-paragraph: The New Zealand Herald has a string of remarkable on dits, amongst the number being —a coalition between Mr Stafford and Mr Fox, on the basis of the unity of the colony, and the security to the south of its Land Fund; and the possibility of Mr Stafford being invited to go to England in the Galatea. These reports are said to be totally without foundation.: [494, 321, 643, 396]
- section-heading: THE TESTIMONIAL NUISANCE.: [826, 180, 921, 201]
- table-row: May 23 December 7: [176, 764, 281, 774]
- list-item: For Nelson, per Kennedy, this day, at noon.: [182, 141, 316, 151]
- list-item: Per Murray, for Nelson—Messrs Marsh, Kingham, and Sommer.: [12, 265, 164, 284]
- section-heading: RESIDENT MAGISTRATE COURT.: [507, 668, 630, 689]
- column-7: WELLINGTON. (FROM OUR OWN CORRESPONDENT.) February 13. One of the pleasantest evenings I have spent for a long while I passed on Tuesday evening last, in the Wellington Museum, on the occasion of the first annual meeting of the Wellington Philosophical Society. During the evening an annual and quarterly meeting were held, and at the close of the latter three papers were read; and a conversazione enabled many who did not attend the two first, to pass a little time examining the many objects of interest exhibited that evening for the first time. At the annual meeting the report was read, and office-bearers for the coming year were elected. The former showed that the society numbers 117 members, that its revenue last year was £193 7s 0d, and its expenditure about £84. The quarterly meeting was then held, when a fine collection of eggs and nests of native birds presented by Mr Potts of Canterbury was exhibited. A collection of recent shells and corals, many of which are new to science, which had been obtained by Capt. Fairchild of the ps. Sturt, by dredging in various parts of the Coast, were shown, and also a series of fossils, obtained by Dr Hector in the Dun Mountain, Nelson. Some specimens obtained by Capt. Hutton in the course of a geological survey of the Thames District, and a curious article of food made from the growing spike of the Raupo plant, were also exhibited. A paper was read by Mr Travers on certain curiously formed stones found in abundance in the neighborhood of Lyell's Bay, explaining that these stones, resembling wedges, arrow heads, knives, &c., and with sharp cutting edges, were formed merely by the cutting action of the wind-driven sand. Two papers were read by Mr I. C. Crawford on the preservation of meat by the use of bisulphide of lime, and on new means of applying sulphur as a cure for blight in plants. Mr Skey also read papers describing certain new metallic phosphates and arseniates which he had succeeded in producing for the first time. This concluded the quarterly meeting, and at the conversazione which followed, when ladies were present, the objects of greatest interest were the collection of etchings and sketches presented to the Museum by Bishop Monrad, and a collection of about fifty live specimens of ferns. Of these etchings little has been heard as yet, and it speaks badly for the educated taste of Wellington, that such should be the case. They are the result of many years' careful gathering during his Lordship's diplomatic career in Denmark, when he had facilities open to but few to add to his store works valuable on account of age and rarity. Most of them are originals by old masters. The value of such a gift to any country would be immense; and it been made to any city in Europe Bishop Monrad's munificence would have been universally extolled. But here, where, owing to the few works of art which we possess for the purpose of forming of educating the taste of our young people, the gift is far enhanced in value, it is allowed to pass unnoticed. The longest notice I have seen of this collection in any New Zealand paper, is one in a recent number of the Wellington Independent occupying exactly six lines and a quarter. Perhaps the truth is that there are very few people capable of appreciating the Bishop's gift. REVENUE AND EXPENDITURE OF THE PROVINCE. (From the Colonist.) By a process of figurative manipulation, conducted with seeming simplicity which is almost charming for its naivete, our contemporary (the Examiner) on Saturday morning sought to prove, in a sort of semi-official manner, that, despite the figures, the financial management of the present Superintendent shows as good results at the bank as were shown when he rose to the chair of state. With an earnestness apparently as sincere as if founded on the fullest confidence in the accuracy of the statement, and on the unimpeachable soundness of the inference meant to be drawn from it, it is declared that the £8000 and odd overdrawn now, was about the sum due to the bank when Mr Curtis took office; the credulous elector being thus invited to believe that it was "six" then and is "half-a-dozen" now. At the end of the March quarter of 1867, a few days before Mr Curtis was formally installed into the office of Superintendent, the official returns showed a balance due by the Province to the bank of £3653, and not £8000 as is alleged. On the previous quarter the balance was £16,257 at the credit of the Province; but in the early part of 1867, Mr Saunders, as we have said, deposited in a separate account the sum of £12,000, to be applied to the reduction of the Provincial debt. Taking, therefore, this deposit, (which was good and lawful money of the Province—as the Government took care afterwards to ascertain,) and placing it against the £3653, due by the Province on 31st March, there is an actual balance of £8350 to credit at that particular date, which makes something like a difference of £16,000 or £17,000 between the condition of the finances as on 31st March 1867, and their condition now, even when the overdraft of £22,489 has been reduced by recent payments: [954, 41, 1104, 1179]
- list-item: Constant, ketch, from Charleston. Allen, agent.: [12, 156, 157, 166]
- table-row: February 2 August 13: [176, 727, 276, 737]
- column-1: SHIPPING INTELLIGENCE. WESTPORT. HIGH WATER. This Day ... 3.45 a.m., 4.10 p.m. To-morrow 4.38 a.m., 5.3 p.m. Monday 5.34 a.m., 6.0 p.m. ARRIVALS. Murray, s.s., Holmes, from southern ports. Feb. 19—Wallabi, s.s., Daniels, from Greymouth. Fresh and Greig, owners. Constant, ketch, from Charleston. Allen, agent. DEPARTURES. Charles Edward, p.s., for Nelson. Murray, s.s., for Nelson. Wallabi, s.s., for Wanganui. PASSENGER LIST. Per Charles Edward, from Hokitika—Mr Davis; 3 steerage. Per Murray, from Hokitika—Messrs Scissons, Marsh, and Smith. Per Murray, for Nelson—Messrs Marsh, Kingham, and Sommer. IMPORTS. Per Charles Edward, from Hokitika—1 bhd glassware, Clarke. Per Murray, from Hokitika and Greymouth—2 bhds, 3 qr-casks ale, Dodson; 3 pkgs, Craft. EXPORTS. Per Murray, for Nelson—40 empty bags, Allen; 20 casks, Dodson; 6 pkgs luggage, Marsh. The steamer Wallabi returned from Greymouth yesterday. On her arrival at that port, we understand that signals were hoisted, signifying that she must be laid in quarantine, in consequence, no doubt, of having come from Wanganui, where a fatal case of small-pox had occurred. She signalled back that she had always been into Westport, but she was not admitted until a telegram was despatched to Wellington, representing the circumstances, and asking if she should be admitted. An affirmative answer was received from Wellington, and she was admitted into the river at half-past three o'clock on Thursday. After returning to Westport, and as she was coming alongside Stanley Wharf, instructions were given her to proceed to another wharf, and in doing so she came in contact with Stanley Wharf, doing slight damage, and carrying away one of her own davits. We understand that Captain Holmes is not to continue in command of the steamer Murray after the trip to the West Coast which she has just completed. During the time Captain Holmes has been in command of the vessel, he has been deservedly recognised as a careful seaman, a considerate commander, and attentive to passengers; and he will, no doubt, be missed by many accustomed to travel on the West Coast. Our attention has been directed to the circumstance of vessels with considerable quantities of gunpowder on board being allowed to come at once to the Westport wharves without having previously discharged their powder in a situation of safety. We are told, indeed, that only a few days ago a case of vestas, which was placed immediately beneath a quantity of powder in a vessel's hold, was found to have been on fire, and to be either partially or wholly destroyed. It is certainly quite unusual, in any well regulated port, for vessels having powder on board to be taken to even the usual anchorage; but to speak of wharves situated close to a town, and if arrangements can be made by which the Melbourne vessels could discharge their powder before being regularly moored at a discharging berth, it would be well that they should do so. At present, the risk to life and property is constant and considerable. The steamers Charles Edward and Murray both sailed on Thursday afternoon for Nelson. Captain Turnbull, Harbour-master, has thus reported to the Chairman of the County Council upon the state of the Teremakau:—After taking careful soundings, he found the deep water to run alongside the North bank of the same river for about three-quarters of a mile, capable of admitting steamers or vessels of six feet of draught of water, such as Waipara or p.s. Yarra. But before the said river is permanently navigable, it will, in Captain Turnbull's estimation, require the expenditure of £200 to remove the snags in the channel, that is from the entrance of the river to the junction; also a man will be required to attend for the guidance of vessels entering and departing. The Panama Company's steamship Otago, we learn by letters by the mail, has been sold to the mortgagee in London to a mercantile firm having a branch in Japan. It was intended that she should leave this port immediately for Japan, but a difficulty arose in consequence of local claims against the ship for stores not having been satisfied. There is also an action against her in the Vice-Admiralty Court for coals supplied to her, and she is in fact in possession of the sheriff in connection with this action. When and how these impediments to the Otago's proceeding will be got over, it is difficult to say. In the meantime, we observe that she has been offered for sale by the Melbourne representatives of the London owners.—Argus. A work of some value to all who are interested in the shipping both of this and the neighbouring colonies, has just been issued from the Sydney press. It is "The Mercantile Navy List of Australia and New Zealand for 1869," prepared by Mr F. C. Jarrett. It gives the names of all the vessels registered in the five colonies, with particulars of their history. COMMERCIAL. Hokitika.—The Daily News of Monday reports:— There has been but little activity in trade during the week. A few orders have arrived from the Greymouth, and there has been extended, but storekeepers up there seem to be holding back in stocks, waiting to see how the new diggings will turn out. Should the run of favourable news continue, and it come often, there is little doubt, however, that a demand will spring up, and merchants are now holding to prices, knowing that most stocks are at a low ebb in old, or are barely sufficient to meet the expected demand. The recent arrival and rapid discharge of vessels from Melbourne has enabled, though, to equalize supply and demand, this being more easily done, as the arrival of direct cargoes at Greymouth and Westport have prevented any very large shipments. Butter is scarce, from 1s 4d to 1s 6d. Almost 200 casks were sent away in the Gothenburg. A rise is anticipated on receipt of next Melbourne prices, and one merchant, it was said, is holding large shipments from Nelson. There is no supply of bottled ales; wines plenty at maintained prices; brandies, good brands, are in demand, but of geneva there is more than enough. The consignment of the Leamington causes a rise in potted fish of all kinds, and fresh and salt herrings. Groceries, provisions, and oilman's stores remain as last week. Chaff still keeps up last prices. Sales of oats at 4s 6d have: [12, 41, 165, 1535]
- table-row: March 2 September 12: [176, 736, 286, 746]
- news-paragraph: Joseph Green and Thomas Nasmyth were charged with fighting in the public street. Nasmyth's statement was that, while standing at the bar of the Albion Hotel, the defendant came up to him and struck him. He struck back in self-defence. Green's statement was that he had been to the worse of liquor, and had no recollection of the circumstance. Sergeant Kelley proved the fighting in the street, and the prisoners were fined 40s each.: [494, 730, 643, 824]
- list-item: For St. Kilda and Brighton, every Monday, Tuesday, and Friday, at 1.30 p.m.: [174, 544, 325, 564]
- table-row: Friday 8 a.m.: [176, 882, 307, 892]
- table-row: March 30 October 10: [176, 745, 278, 755]
- coach-timetable: [174, 855, 325, 919]
- page-title: THE WESTPORT TIMES, FEBRUARY 20, 1869.: [387, 11, 727, 28]
- suez-departures-table: [174, 718, 325, 782]
